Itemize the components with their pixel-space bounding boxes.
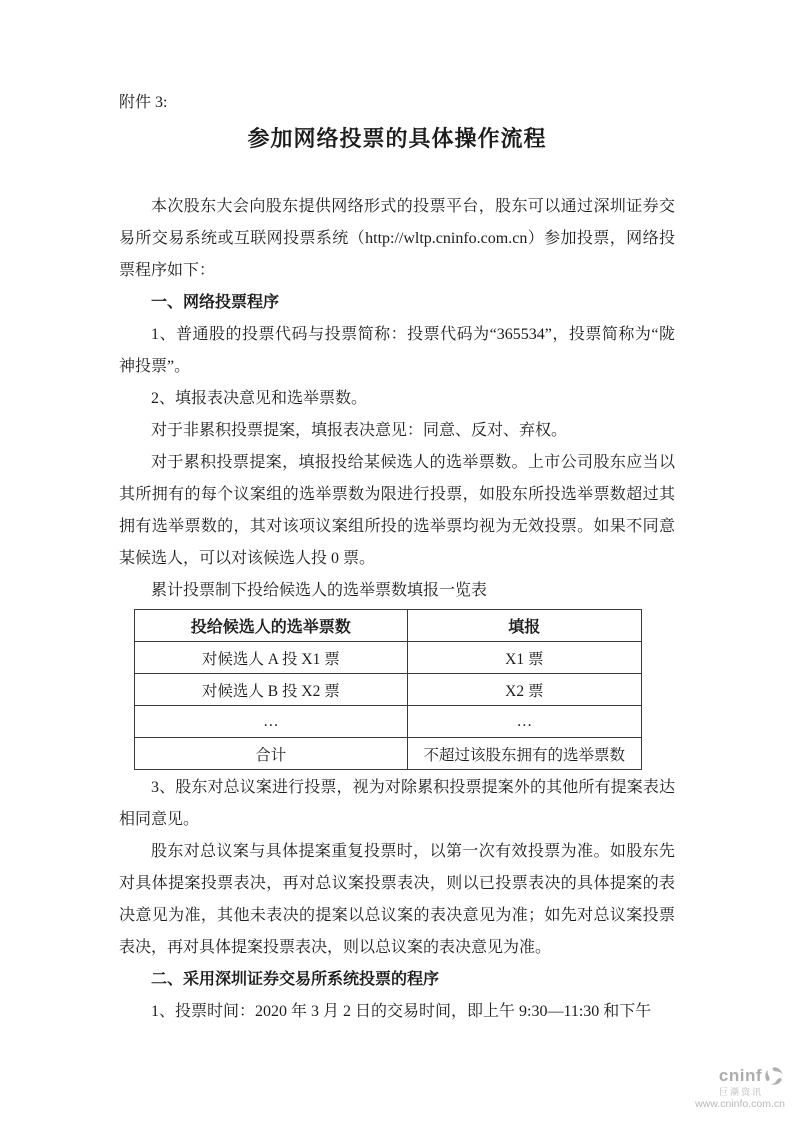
attachment-label: 附件 3:: [119, 94, 168, 111]
table-caption: 累计投票制下投给候选人的选举票数填报一览表: [151, 582, 488, 599]
table-row: [135, 738, 642, 770]
non-cumulative-paragraph: 对于非累积投票提案，填报表决意见：同意、反对、弃权。: [151, 422, 568, 439]
section2-heading: 二、采用深圳证券交易所系统投票的程序: [151, 971, 440, 988]
section1-heading: 一、网络投票程序: [151, 294, 280, 311]
table-row: [135, 642, 642, 674]
cninfo-logo: [695, 1065, 785, 1110]
page-title: 参加网络投票的具体操作流程: [247, 126, 547, 151]
table-header-row: [135, 610, 642, 642]
table-cell: 对候选人 A 投 X1 票: [135, 642, 408, 674]
fill-in-paragraph: 2、填报表决意见和选举票数。: [151, 390, 368, 407]
votes-table: [134, 609, 642, 770]
table-cell: X2 票: [407, 674, 641, 706]
table-cell: X1 票: [407, 642, 641, 674]
voting-time-paragraph: 1、投票时间：2020 年 3 月 2 日的交易时间，即上午 9:30—11:30 和下午: [151, 1003, 652, 1020]
cninfo-logo-top: [695, 1065, 785, 1087]
cninfo-brand-cn: 巨潮资讯: [718, 1086, 763, 1097]
cninfo-url: www.cninfo.com.cn: [695, 1097, 785, 1110]
intro-paragraph: 本次股东大会向股东提供网络形式的投票平台，股东可以通过深圳证券交易所交易系统或互联网投票系统（http://wltp.cninfo.com.cn）参加投票，网络投票程序如下：: [119, 198, 675, 279]
table-row: [135, 674, 642, 706]
header-cell-votes: 投给候选人的选举票数: [135, 610, 408, 642]
cninfo-swirl-icon: [763, 1065, 785, 1087]
cninfo-brand-text: cninf: [718, 1065, 762, 1085]
voting-code-paragraph: 1、普通股的投票代码与投票简称：投票代码为“365534”，投票简称为“陇神投票”。: [119, 326, 675, 375]
document-content: [119, 86, 675, 1028]
table-cell: 不超过该股东拥有的选举票数: [407, 738, 641, 770]
duplicate-voting-paragraph: 股东对总议案与具体提案重复投票时，以第一次有效投票为准。如股东先对具体提案投票表决，再对总议案投票表决，则以已投票表决的具体提案的表决意见为准，其他未表决的提案以总议案的表决意见为准；如先对总议案投票表决，再对具体提案投票表决，则以总议案的表决意见为准。: [119, 843, 675, 956]
table-row: [135, 706, 642, 738]
header-cell-fill: 填报: [407, 610, 641, 642]
table-cell: 对候选人 B 投 X2 票: [135, 674, 408, 706]
table-cell: …: [407, 706, 641, 738]
general-proposal-paragraph: 3、股东对总议案进行投票，视为对除累积投票提案外的其他所有提案表达相同意见。: [119, 779, 675, 828]
table-cell: …: [135, 706, 408, 738]
table-cell: 合计: [135, 738, 408, 770]
cumulative-paragraph: 对于累积投票提案，填报投给某候选人的选举票数。上市公司股东应当以其所拥有的每个议案组的选举票数为限进行投票，如股东所投选举票数超过其拥有选举票数的，其对该项议案组所投的选举票均视为无效投票。如果不同意某候选人，可以对该候选人投 0 票。: [119, 454, 675, 567]
